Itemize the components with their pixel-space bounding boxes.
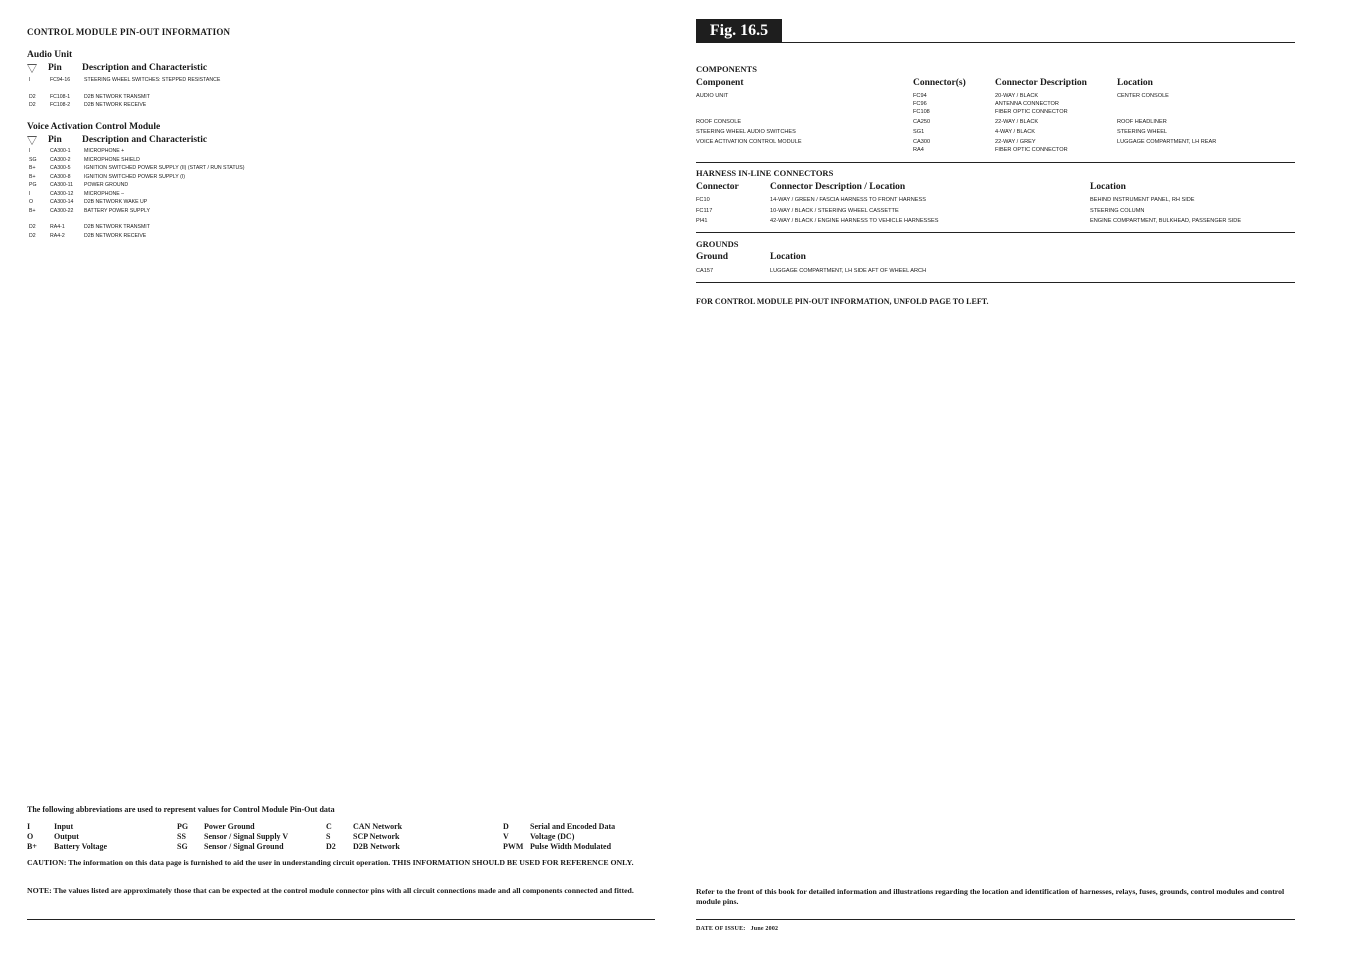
- table-row: [27, 156, 327, 165]
- ground-id: CA157: [696, 268, 714, 274]
- abbreviation-item: [177, 832, 288, 842]
- connector-description: FIBER OPTIC CONNECTOR: [995, 147, 1068, 153]
- abbreviations-table: [27, 822, 655, 854]
- abbreviation-item: [503, 842, 615, 852]
- abbreviation-code: I: [27, 822, 31, 831]
- component-location: ROOF HEADLINER: [1117, 119, 1167, 125]
- abbreviation-item: [177, 822, 288, 832]
- pin-number: CA300-5: [50, 165, 71, 171]
- abbreviation-item: [177, 842, 288, 852]
- connector-description: FIBER OPTIC CONNECTOR: [995, 109, 1068, 115]
- voice-module-heading: Voice Activation Control Module: [27, 122, 161, 132]
- col-connectors: Connector(s): [913, 78, 966, 88]
- connector-list: [913, 118, 930, 126]
- date-label: DATE OF ISSUE:: [696, 926, 746, 932]
- unfold-instruction: FOR CONTROL MODULE PIN-OUT INFORMATION, UNFOLD PAGE TO LEFT.: [696, 297, 989, 306]
- connector-id: FC94: [913, 93, 927, 99]
- table-row: [27, 93, 327, 102]
- col-description-location: Connector Description / Location: [770, 182, 906, 192]
- col-description: Description and Characteristic: [82, 135, 208, 145]
- abbreviation-label: Output: [54, 832, 79, 841]
- pin-type: SG: [29, 156, 37, 163]
- table-row: [27, 164, 327, 173]
- connector-list: [913, 128, 924, 136]
- pin-description: IGNITION SWITCHED POWER SUPPLY (I): [84, 173, 185, 180]
- component-name: AUDIO UNIT: [696, 93, 729, 99]
- connector-description: 42-WAY / BLACK / ENGINE HARNESS TO VEHICLE HARNESSES: [770, 218, 939, 224]
- audio-unit-heading: Audio Unit: [27, 50, 73, 60]
- connector-description-list: [995, 128, 1035, 136]
- table-row: [27, 198, 327, 207]
- table-row: [27, 147, 327, 156]
- audio-unit-column-header: [27, 63, 207, 73]
- table-row: [27, 207, 327, 216]
- connector-description: 22-WAY / GREY: [995, 139, 1036, 145]
- connector-id: FC10: [696, 197, 710, 203]
- pin-type: I: [29, 190, 31, 197]
- grounds-rule: [696, 282, 1295, 283]
- pin-type: B+: [29, 207, 36, 214]
- pin-description: MICROPHONE +: [84, 148, 125, 154]
- abbreviation-label: Serial and Encoded Data: [530, 822, 616, 831]
- col-connector: Connector: [696, 182, 739, 192]
- table-row: [27, 223, 327, 232]
- abbreviation-label: Input: [54, 822, 74, 831]
- connector-description-list: [995, 118, 1038, 126]
- group-gap: [27, 85, 327, 93]
- table-row: [27, 76, 327, 85]
- pin-description: D2B NETWORK WAKE UP: [84, 199, 148, 205]
- note-text: NOTE: The values listed are approximately those that can be expected at the control module connector pins with all circuit connections made and all components connected and fitted.: [27, 886, 634, 895]
- connector-id: RA4: [913, 147, 924, 153]
- col-location: Location: [1117, 78, 1153, 88]
- pin-number: CA300-1: [50, 148, 71, 154]
- abbreviation-label: SCP Network: [353, 832, 400, 841]
- abbreviation-item: [503, 832, 615, 842]
- abbreviation-item: [326, 842, 402, 852]
- abbreviation-code: SS: [177, 832, 186, 841]
- pin-number: FC94-16: [50, 77, 71, 83]
- abbreviation-item: [503, 822, 615, 832]
- abbreviation-code: D: [503, 822, 509, 831]
- pin-description: MICROPHONE SHIELD: [84, 156, 140, 163]
- connector-description: 14-WAY / GREEN / FASCIA HARNESS TO FRONT HARNESS: [770, 197, 926, 203]
- abbreviation-code: SG: [177, 842, 188, 851]
- pin-number: CA300-11: [50, 182, 73, 188]
- connector-description: 20-WAY / BLACK: [995, 93, 1039, 99]
- right-footer-rule: [696, 919, 1295, 920]
- harness-rule: [696, 232, 1295, 233]
- connector-location: BEHIND INSTRUMENT PANEL, RH SIDE: [1090, 197, 1195, 203]
- col-pin: Pin: [48, 135, 62, 145]
- component-name: ROOF CONSOLE: [696, 119, 742, 125]
- abbreviation-label: Sensor / Signal Ground: [204, 842, 284, 851]
- pin-description: D2B NETWORK TRANSMIT: [84, 224, 150, 230]
- col-connector-description: Connector Description: [995, 78, 1087, 88]
- pin-description: D2B NETWORK RECEIVE: [84, 102, 147, 108]
- pin-type-triangle-icon: [27, 64, 37, 73]
- connector-id: PI41: [696, 218, 708, 224]
- component-location: CENTER CONSOLE: [1117, 93, 1169, 99]
- voice-module-column-header: [27, 135, 207, 145]
- connector-description: 10-WAY / BLACK / STEERING WHEEL CASSETTE: [770, 207, 899, 214]
- pin-type-triangle-icon: [27, 136, 37, 145]
- abbreviation-code: D2: [326, 842, 336, 851]
- connector-id: SG1: [913, 129, 925, 135]
- group-gap: [27, 215, 327, 223]
- pin-number: FC108-2: [50, 102, 71, 108]
- pin-type: PG: [29, 182, 37, 188]
- abbreviation-label: D2B Network: [353, 842, 400, 851]
- col-description: Description and Characteristic: [82, 63, 208, 73]
- pin-type: D2: [29, 93, 36, 100]
- components-heading: COMPONENTS: [696, 64, 757, 74]
- connector-location: ENGINE COMPARTMENT, BULKHEAD, PASSENGER SIDE: [1090, 218, 1242, 224]
- pin-number: RA4-1: [50, 224, 65, 230]
- connector-description-list: [995, 138, 1068, 154]
- abbreviation-code: PG: [177, 822, 189, 831]
- grounds-heading: GROUNDS: [696, 239, 739, 249]
- table-row: [27, 181, 327, 190]
- pin-number: CA300-22: [50, 207, 74, 214]
- abbreviations-intro: The following abbreviations are used to represent values for Control Module Pin-Out data: [27, 805, 335, 814]
- abbreviation-code: O: [27, 832, 34, 841]
- pin-description: STEERING WHEEL SWITCHES: STEPPED RESISTANCE: [84, 77, 221, 83]
- pin-type: D2: [29, 232, 36, 239]
- pin-description: POWER GROUND: [84, 182, 129, 188]
- abbreviation-column: [177, 822, 288, 852]
- component-location: LUGGAGE COMPARTMENT, LH REAR: [1117, 139, 1217, 145]
- connector-id: CA300: [913, 139, 931, 145]
- connector-list: [913, 92, 930, 116]
- connector-id: CA250: [913, 119, 931, 125]
- abbreviation-item: [326, 822, 402, 832]
- pin-number: RA4-2: [50, 232, 65, 239]
- pin-type: I: [29, 148, 31, 154]
- table-row: [27, 190, 327, 199]
- date-value: June 2002: [750, 926, 779, 932]
- col-location: Location: [1090, 182, 1126, 192]
- col-pin: Pin: [48, 63, 62, 73]
- abbreviation-item: [326, 832, 402, 842]
- pin-type: D2: [29, 224, 36, 230]
- connector-description: 4-WAY / BLACK: [995, 129, 1035, 135]
- reference-note: Refer to the front of this book for detailed information and illustrations regarding the location and identification of harnesses, relays, fuses, grounds, control modules and control module pins.: [696, 887, 1285, 906]
- component-name: VOICE ACTIVATION CONTROL MODULE: [696, 139, 802, 145]
- connector-list: [913, 138, 930, 154]
- table-row: [27, 232, 327, 241]
- abbreviation-item: [27, 822, 107, 832]
- pin-description: D2B NETWORK RECEIVE: [84, 232, 147, 239]
- voice-module-pin-table: [27, 147, 327, 240]
- table-row: [27, 101, 327, 110]
- pin-type: O: [29, 199, 34, 205]
- abbreviation-column: [326, 822, 402, 852]
- ground-location: LUGGAGE COMPARTMENT, LH SIDE AFT OF WHEEL ARCH: [770, 268, 927, 274]
- abbreviation-item: [27, 842, 107, 852]
- pin-type: B+: [29, 165, 36, 171]
- col-location: Location: [770, 252, 806, 262]
- harness-heading: HARNESS IN-LINE CONNECTORS: [696, 168, 834, 178]
- abbreviation-code: V: [503, 832, 509, 841]
- pin-type: I: [29, 77, 31, 83]
- component-location: STEERING WHEEL: [1117, 129, 1168, 135]
- connector-id: FC117: [696, 207, 713, 214]
- pin-number: CA300-14: [50, 199, 74, 205]
- page-title: CONTROL MODULE PIN-OUT INFORMATION: [27, 27, 231, 37]
- date-of-issue: [696, 926, 778, 932]
- abbreviation-code: B+: [27, 842, 37, 851]
- pin-description: D2B NETWORK TRANSMIT: [84, 93, 150, 100]
- abbreviation-label: Battery Voltage: [54, 842, 108, 851]
- components-rule: [696, 162, 1295, 163]
- caution-text: CAUTION: The information on this data page is furnished to aid the user in understanding circuit operation. THIS INFORMATION SHOULD BE USED FOR REFERENCE ONLY.: [27, 858, 634, 867]
- pin-description: MICROPHONE –: [84, 190, 125, 197]
- pin-type: B+: [29, 173, 36, 180]
- abbreviation-code: S: [326, 832, 331, 841]
- connector-description: 22-WAY / BLACK: [995, 119, 1039, 125]
- pin-number: CA300-8: [50, 173, 71, 180]
- abbreviation-column: [27, 822, 107, 852]
- pin-number: FC108-1: [50, 93, 71, 100]
- abbreviation-label: Pulse Width Modulated: [530, 842, 612, 851]
- abbreviation-label: Voltage (DC): [530, 832, 575, 841]
- connector-description: ANTENNA CONNECTOR: [995, 101, 1059, 107]
- connector-location: STEERING COLUMN: [1090, 207, 1145, 214]
- abbreviation-label: Power Ground: [204, 822, 255, 831]
- component-name: STEERING WHEEL AUDIO SWITCHES: [696, 129, 796, 135]
- pin-type: D2: [29, 102, 36, 108]
- figure-rule: [782, 42, 1295, 43]
- audio-unit-pin-table: [27, 76, 327, 110]
- abbreviation-code: C: [326, 822, 332, 831]
- pin-description: IGNITION SWITCHED POWER SUPPLY (II) (START / RUN STATUS): [84, 165, 245, 171]
- connector-description-list: [995, 92, 1068, 116]
- abbreviation-column: [503, 822, 615, 852]
- abbreviation-item: [27, 832, 107, 842]
- connector-id: FC96: [913, 101, 927, 107]
- col-component: Component: [696, 78, 744, 88]
- figure-number: Fig. 16.5: [696, 19, 782, 43]
- pin-description: BATTERY POWER SUPPLY: [84, 207, 150, 214]
- left-footer-rule: [27, 919, 655, 920]
- col-ground: Ground: [696, 252, 729, 262]
- table-row: [27, 173, 327, 182]
- abbreviation-label: CAN Network: [353, 822, 403, 831]
- connector-id: FC108: [913, 109, 930, 115]
- pin-number: CA300-12: [50, 190, 74, 197]
- abbreviation-label: Sensor / Signal Supply V: [204, 832, 289, 841]
- abbreviation-code: PWM: [503, 842, 524, 851]
- pin-number: CA300-2: [50, 156, 71, 163]
